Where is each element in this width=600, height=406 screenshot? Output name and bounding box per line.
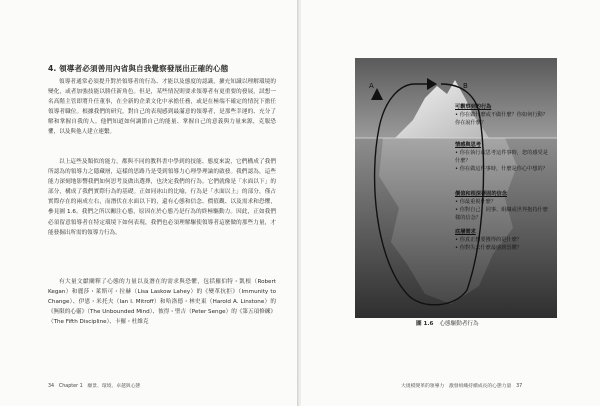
left-page — [0, 0, 298, 406]
callout-observable-behavior — [455, 103, 551, 127]
callout-feelings-thoughts — [455, 141, 551, 173]
callout-item: • 你在做什麼或不做什麼？你如何行動？你在說什麼？ — [455, 112, 548, 126]
page-footer-right: 大規模變革的領導力 激發組織持續成長的心態力量 37 — [401, 384, 523, 389]
callout-title: 可觀察到的行為 — [455, 104, 492, 110]
callout-values-beliefs — [455, 190, 551, 222]
figure-number: 圖 1.6 — [416, 321, 434, 327]
label-b: B — [463, 82, 468, 90]
callout-title: 價值和根深蒂固的信念 — [455, 191, 507, 197]
label-a: A — [369, 82, 374, 90]
callout-item: • 你最重視什麼？ — [455, 199, 497, 205]
section-heading: 4. 領導者必須善用內省與自我覺察發展出正確的心態 — [48, 64, 229, 73]
callout-item: • 你在做這件事時，什麼是你心中想的？ — [455, 166, 548, 172]
body-paragraph-1: 領導者通常必須提升對於領導者的行為、才能以及態度的認識，擴充知識以理解環境的變化，或者加強技能以勝任新角色。但是，某些情況則要求領導者有更重要的發展，試想一名高階主管即將升任董事，在全新的企業文化中承擔任務，或是在極端不確定的情況下擔任領導者職位。根據我們的研究，對自己的表現感到最滿意的領導者，是那些幸運的、充分了解和掌握自我的人。他們知道如何調節自己的能量、掌握自己的意義與力量來源，克服恐懼，以及與他人建立連繫。 — [48, 79, 276, 136]
callout-title: 底層需求 — [455, 229, 476, 235]
callout-item: • 你在執行或思考這件事時，您的感受是什麼？ — [455, 150, 548, 164]
figure-caption-text: 心態驅動者行為 — [439, 321, 479, 327]
body-paragraph-2: 以上這些及類似的能力，都與不同的教科書中學到的技能、態度來說，它們構成了我們所認為的領導力之隱藏層，這樣的思路乃是受到領導力心理學理論的啟發。我們認為，這些能力深刻地影響我們如何思考及做出選擇，也決定我們的行為。它們就像是「水面以下」的部分，構成了我們實際行為的基礎。正如同冰山的比喻，行為是「水面以上」的部分，僅占實際存在的兩成左右，而潛伏在水面以下的，還有心態和信念、價值觀、以及需求和恐懼，參見圖 1.6。我們之所以關注心態，原因在於心態乃是行為的終極驅動力。因此，正如我們必須留意領導者在特定環境下如何表現，我們也必須理解驅使領導者這麼做的那些力量，才能發掘出所需的領導力行為。 — [48, 159, 276, 236]
body-paragraph-3: 有大量文獻闡釋了心態的力量以及潛在的需求與恐懼，包括羅伯特・凱根（Robert Kegan）和麗莎・萊斯可・拉赫（Lisa Laskow Lahey）的《變革抗拒》（Immunity to Change）、伊恩・米托夫（Ian I. Mitroff）和哈洛德・林史東（Harold A. Linstone）的《無限的心靈》（The Unbounded Mind）、彼得・聖吉（Peter Senge）的《第五項修練》（The Fifth Discipline）、卡羅・杜維克 — [48, 279, 276, 326]
iceberg-figure — [355, 58, 557, 318]
figure-caption — [416, 319, 479, 327]
callout-title: 情感與思考 — [455, 142, 481, 148]
callout-item: • 你對自己、同事、組織或世界抱持什麼樣的信念？ — [455, 207, 548, 221]
callout-item: • 你真正想要獲得的是什麼？ — [455, 237, 522, 243]
page-footer-left: 34 Chapter 1 願景、環境、卓越與心態 — [48, 384, 141, 389]
callout-item: • 你對失去什麼最感到恐懼？ — [455, 245, 522, 251]
callout-underlying-needs — [455, 228, 551, 252]
